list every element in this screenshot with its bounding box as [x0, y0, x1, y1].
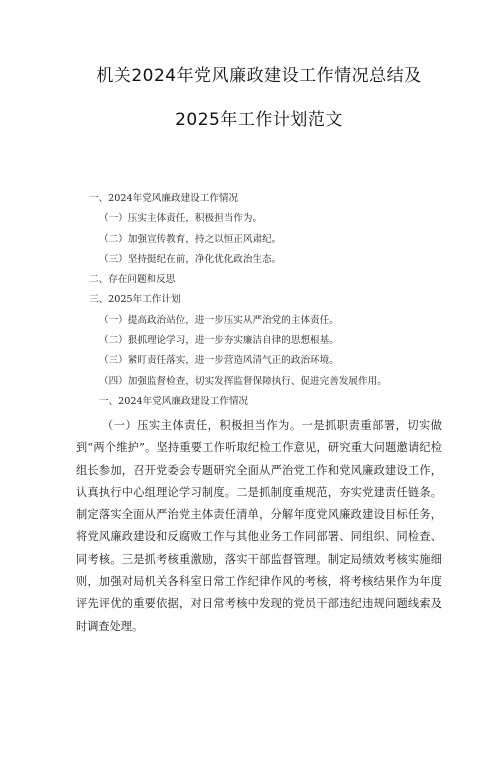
- document-title: [76, 58, 442, 139]
- toc-item: 三、2025年工作计划: [89, 294, 181, 306]
- document-page: [0, 58, 500, 765]
- toc-item: （三）紧盯责任落实，进一步营造风清气正的政治环境。: [99, 355, 339, 367]
- title-line-1: 机关2024年党风廉政建设工作情况总结及: [96, 66, 422, 86]
- toc-item: 二、存在问题和反思: [89, 274, 176, 286]
- toc-item: （二）狠抓理论学习，进一步夯实廉洁自律的思想根基。: [99, 335, 339, 347]
- section-heading: 一、2024年党风廉政建设工作情况: [99, 395, 249, 407]
- title-line-2: 2025年工作计划范文: [175, 110, 343, 130]
- toc-item: （一）压实主体责任，积极担当作为。: [99, 213, 263, 225]
- toc-item: （二）加强宣传教育，持之以恒正风肃纪。: [99, 233, 282, 245]
- toc-item: （三）坚持挺纪在前，净化优化政治生态。: [99, 253, 282, 265]
- body-paragraph: （一）压实主体责任，积极担当作为。一是抓职责重部署，切实做到“两个维护”。坚持重要工作听取纪检工作意见，研究重大问题邀请纪检组长参加，召开党委会专题研究全面从严治党工作和党风廉政建设工作，认真执行中心组理论学习制度。二是抓制度重规范，夯实党建责任链条。制定落实全面从严治党主体责任清单，分解年度党风廉政建设目标任务，将党风廉政建设和反腐败工作与其他业务工作同部署、同组织、同检查、同考核。三是抓考核重激励，落实干部监督管理。制定局绩效考核实施细则，加强对局机关各科室日常工作纪律作风的考核，将考核结果作为年度评先评优的重要依据，对日常考核中发现的党员干部违纪违规问题线索及时调查处理。: [76, 418, 442, 633]
- table-of-contents: [76, 189, 442, 392]
- toc-item: （四）加强监督检查，切实发挥监督保障执行、促进完善发展作用。: [99, 375, 387, 387]
- toc-item: 一、2024年党风廉政建设工作情况: [89, 193, 239, 204]
- toc-item: （一）提高政治站位，进一步压实从严治党的主体责任。: [99, 314, 339, 326]
